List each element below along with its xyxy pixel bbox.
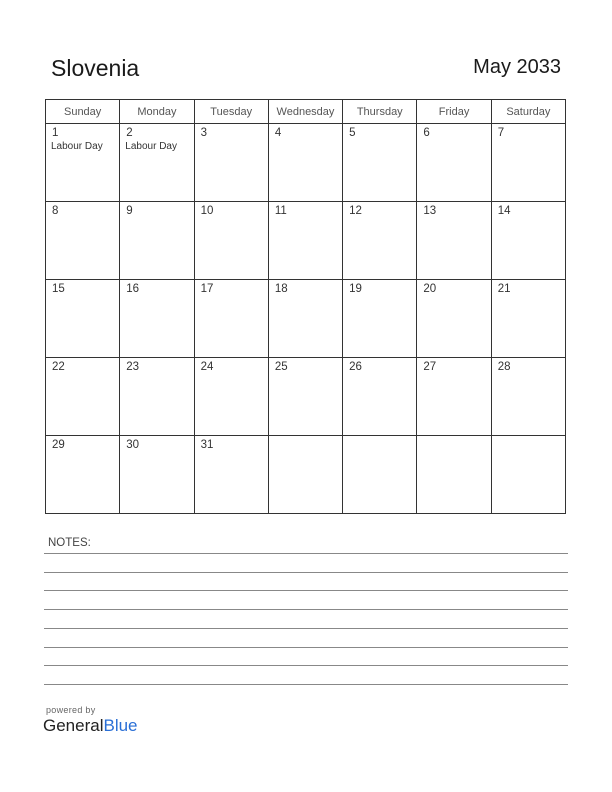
holiday-label: Labour Day bbox=[125, 141, 177, 152]
day-cell bbox=[194, 280, 268, 358]
week-row bbox=[46, 202, 566, 280]
day-cell bbox=[343, 202, 417, 280]
weekday-header: Tuesday bbox=[194, 100, 268, 124]
powered-by-text: powered by bbox=[46, 705, 96, 715]
day-cell bbox=[120, 202, 194, 280]
month-year-title: May 2033 bbox=[473, 56, 561, 78]
day-number: 26 bbox=[349, 361, 362, 373]
day-cell bbox=[491, 280, 565, 358]
day-cell bbox=[417, 436, 491, 514]
weekday-header: Wednesday bbox=[268, 100, 342, 124]
day-number: 10 bbox=[200, 205, 214, 217]
day-number: 1 bbox=[52, 127, 59, 139]
day-number: 12 bbox=[349, 205, 362, 217]
note-line bbox=[44, 684, 568, 685]
day-cell bbox=[343, 124, 417, 202]
note-line bbox=[44, 590, 568, 591]
note-line bbox=[44, 553, 568, 554]
day-number: 24 bbox=[200, 361, 214, 373]
generalblue-logo bbox=[43, 716, 138, 736]
day-cell bbox=[417, 280, 491, 358]
day-number: 17 bbox=[200, 283, 214, 295]
weekday-header: Monday bbox=[120, 100, 194, 124]
note-line bbox=[44, 572, 568, 573]
week-row bbox=[46, 358, 566, 436]
day-number: 11 bbox=[274, 205, 287, 217]
day-cell bbox=[491, 436, 565, 514]
day-cell bbox=[268, 280, 342, 358]
day-number: 18 bbox=[274, 283, 288, 295]
day-number: 21 bbox=[497, 283, 511, 295]
day-cell bbox=[343, 280, 417, 358]
day-number: 8 bbox=[52, 205, 59, 217]
day-number: 3 bbox=[200, 127, 207, 139]
day-number: 29 bbox=[52, 439, 65, 451]
day-cell bbox=[194, 436, 268, 514]
day-number: 15 bbox=[52, 283, 65, 295]
logo-general-text: General bbox=[43, 716, 104, 735]
day-number: 13 bbox=[423, 205, 437, 217]
day-cell bbox=[194, 202, 268, 280]
day-cell bbox=[120, 280, 194, 358]
day-number: 30 bbox=[126, 439, 140, 451]
day-cell bbox=[46, 436, 120, 514]
day-number: 9 bbox=[126, 205, 133, 217]
day-cell bbox=[268, 202, 342, 280]
country-title: Slovenia bbox=[51, 55, 140, 81]
day-number: 2 bbox=[126, 127, 133, 139]
day-number: 22 bbox=[52, 361, 65, 373]
day-number: 23 bbox=[126, 361, 140, 373]
day-cell bbox=[194, 124, 268, 202]
day-cell bbox=[417, 124, 491, 202]
day-number: 4 bbox=[274, 127, 282, 139]
day-cell bbox=[417, 202, 491, 280]
week-row bbox=[46, 124, 566, 202]
logo-blue-text: Blue bbox=[103, 716, 138, 735]
day-number: 20 bbox=[423, 283, 437, 295]
weekday-header: Sunday bbox=[46, 100, 120, 124]
day-number: 28 bbox=[497, 361, 511, 373]
day-cell bbox=[120, 358, 194, 436]
week-row bbox=[46, 280, 566, 358]
day-number: 14 bbox=[497, 205, 511, 217]
weekday-header: Friday bbox=[417, 100, 491, 124]
note-line bbox=[44, 647, 568, 648]
calendar-grid bbox=[45, 99, 566, 514]
note-line bbox=[44, 665, 568, 666]
day-cell bbox=[194, 358, 268, 436]
day-cell bbox=[343, 358, 417, 436]
day-number: 25 bbox=[274, 361, 288, 373]
weekday-header: Saturday bbox=[491, 100, 565, 124]
day-cell bbox=[491, 358, 565, 436]
day-cell bbox=[343, 436, 417, 514]
note-line bbox=[44, 628, 568, 629]
notes-label: NOTES: bbox=[48, 537, 91, 549]
day-cell bbox=[120, 124, 194, 202]
day-number: 31 bbox=[200, 439, 214, 451]
day-cell bbox=[46, 124, 120, 202]
day-cell bbox=[268, 124, 342, 202]
day-cell bbox=[120, 436, 194, 514]
day-number: 5 bbox=[349, 127, 356, 139]
day-number: 16 bbox=[126, 283, 140, 295]
day-cell bbox=[46, 202, 120, 280]
holiday-label: Labour Day bbox=[51, 141, 103, 152]
day-number: 7 bbox=[497, 127, 505, 139]
day-cell bbox=[491, 124, 565, 202]
day-number: 19 bbox=[349, 283, 362, 295]
day-cell bbox=[46, 358, 120, 436]
weekday-header-row bbox=[46, 100, 566, 124]
day-cell bbox=[46, 280, 120, 358]
day-cell bbox=[268, 436, 342, 514]
day-cell bbox=[491, 202, 565, 280]
week-row bbox=[46, 436, 566, 514]
note-line bbox=[44, 609, 568, 610]
day-cell bbox=[268, 358, 342, 436]
weekday-header: Thursday bbox=[343, 100, 417, 124]
day-number: 6 bbox=[423, 127, 430, 139]
day-cell bbox=[417, 358, 491, 436]
day-number: 27 bbox=[423, 361, 437, 373]
